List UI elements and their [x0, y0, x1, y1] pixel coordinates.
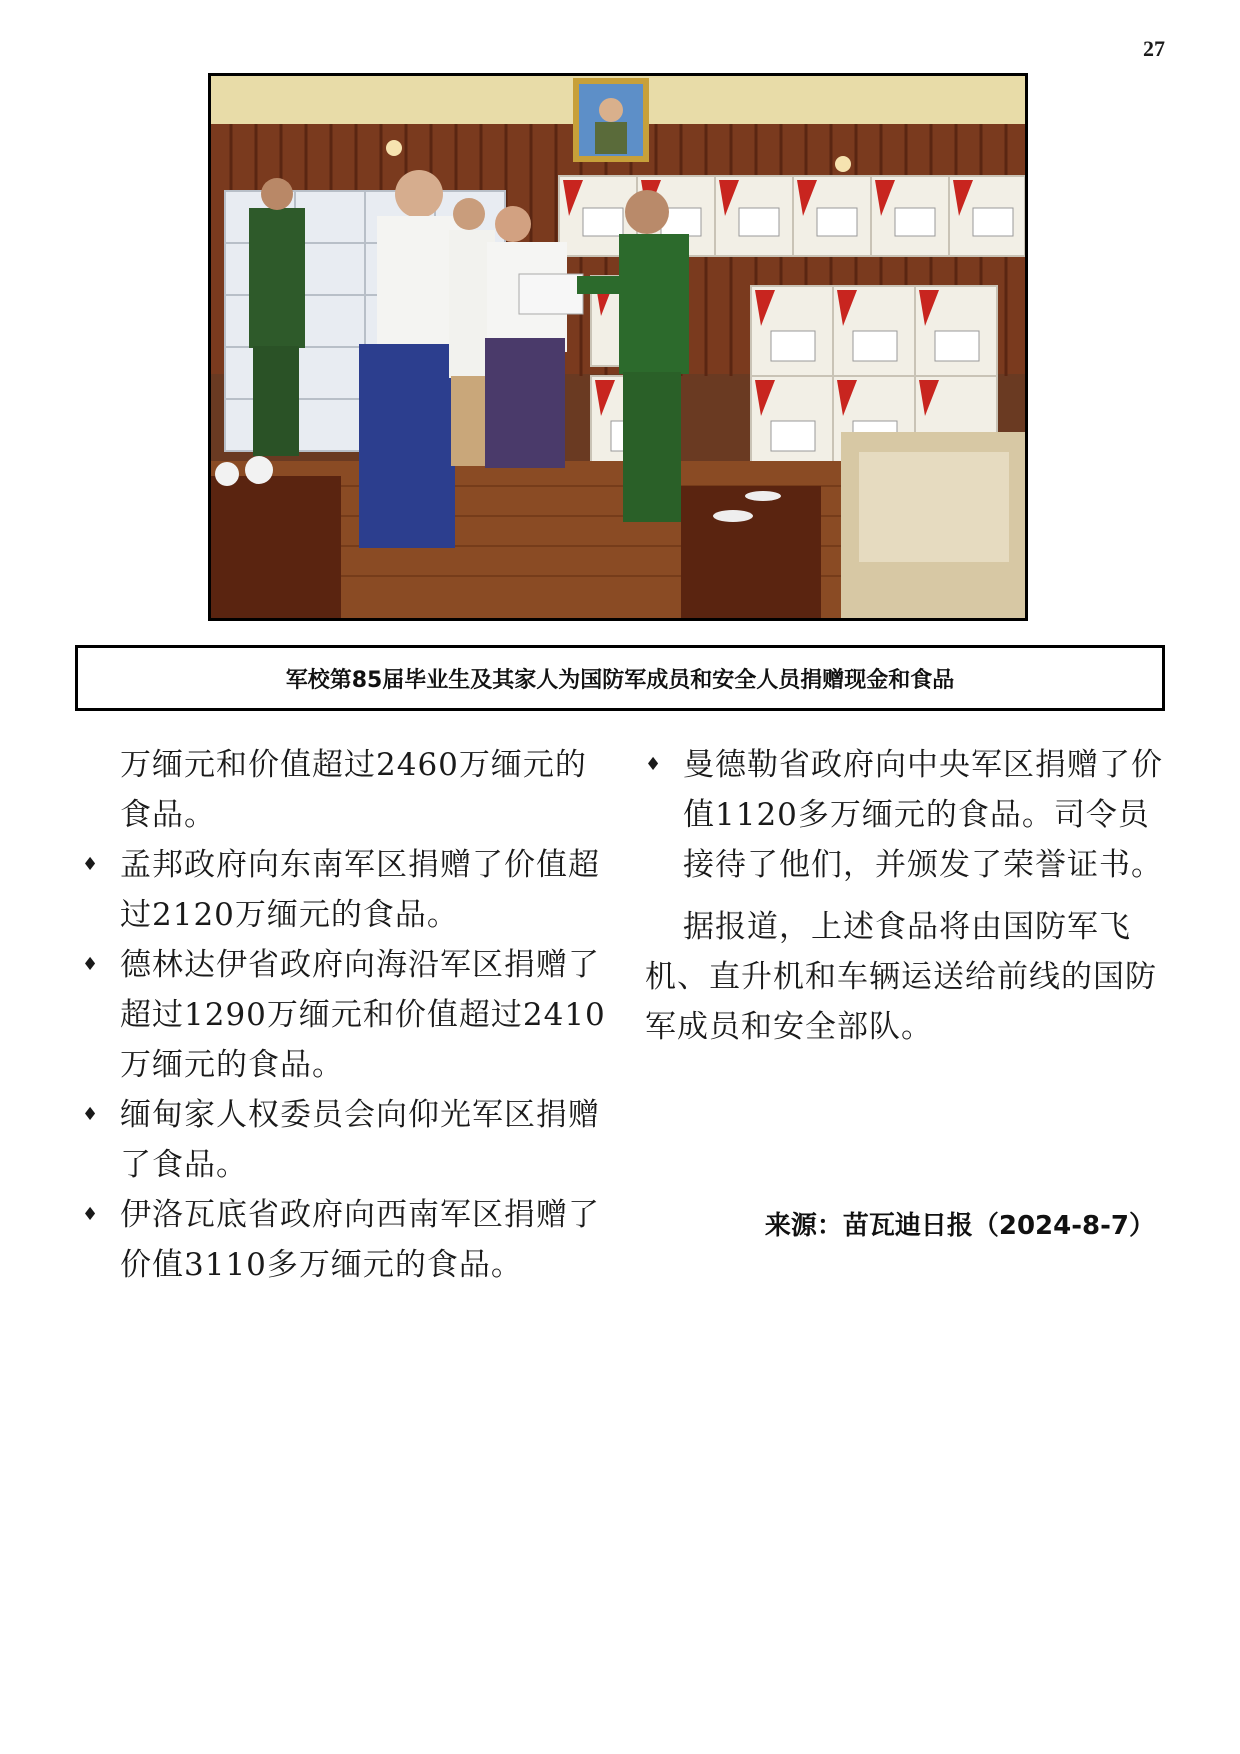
list-item [645, 740, 1170, 890]
left-column [82, 740, 612, 1290]
body-paragraph: 据报道，上述食品将由国防军飞机、直升机和车辆运送给前线的国防军成员和安全部队。 [645, 909, 1157, 1045]
list-item-text: 孟邦政府向东南军区捐赠了价值超过2120万缅元的食品。 [120, 847, 600, 933]
continued-paragraph: 万缅元和价值超过2460万缅元的食品。 [120, 747, 587, 833]
diamond-bullet-icon: ♦ [82, 1204, 100, 1225]
right-column [645, 740, 1170, 1052]
source-citation: 来源：苗瓦迪日报（2024-8-7） [764, 1211, 1155, 1241]
diamond-bullet-icon: ♦ [82, 1104, 100, 1125]
page-number: 27 [1143, 36, 1165, 61]
diamond-bullet-icon: ♦ [82, 854, 100, 875]
list-item-text: 德林达伊省政府向海沿军区捐赠了超过1290万缅元和价值超过2410万缅元的食品。 [120, 947, 606, 1083]
list-item [82, 1090, 612, 1190]
list-item-text: 曼德勒省政府向中央军区捐赠了价值1120多万缅元的食品。司令员接待了他们，并颁发了荣誉证书。 [683, 747, 1163, 883]
diamond-bullet-icon: ♦ [645, 754, 663, 775]
news-photo [208, 73, 1028, 621]
list-item-text: 缅甸家人权委员会向仰光军区捐赠了食品。 [120, 1097, 600, 1183]
list-item-text: 伊洛瓦底省政府向西南军区捐赠了价值3110多万缅元的食品。 [120, 1197, 600, 1283]
list-item [82, 840, 612, 940]
photo-caption: 军校第85届毕业生及其家人为国防军成员和安全人员捐赠现金和食品 [75, 645, 1165, 711]
list-item [82, 940, 612, 1090]
diamond-bullet-icon: ♦ [82, 954, 100, 975]
list-item [82, 1190, 612, 1290]
